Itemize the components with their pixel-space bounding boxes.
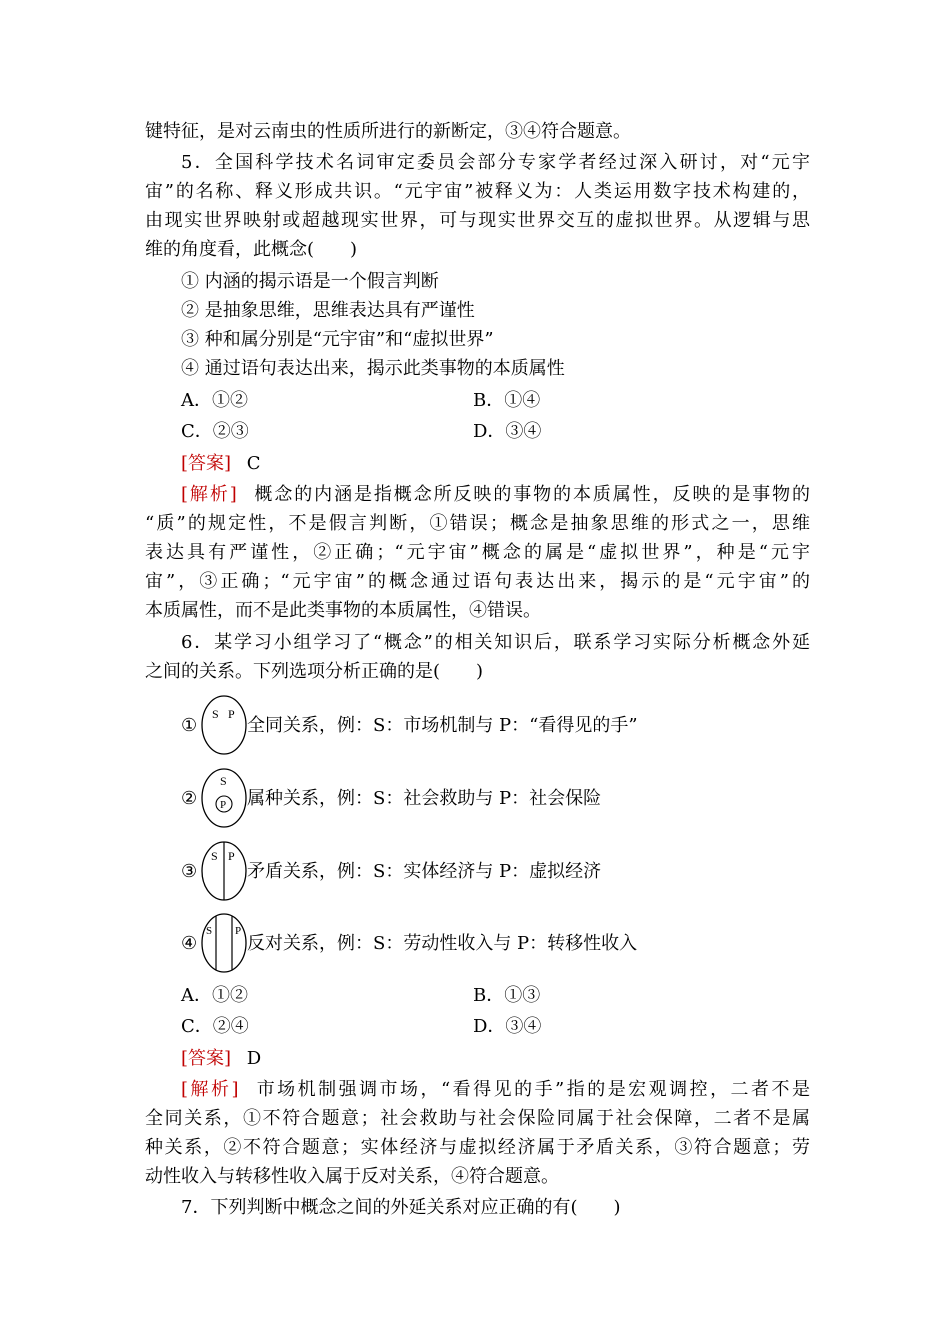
diagram-s-label: S <box>211 849 218 863</box>
q7-line-1: 7．下列判断中概念之间的外延关系对应正确的有( ) <box>181 1197 621 1218</box>
q5-analysis-line-4: 宙”，③正确；“元宇宙”的概念通过语句表达出来，揭示的是“元宇宙”的 <box>145 571 810 592</box>
contradiction-relation-diagram <box>199 840 249 902</box>
q5-line-1: 5．全国科学技术名词审定委员会部分专家学者经过深入研讨，对“元宇 <box>181 152 810 173</box>
q5-answer <box>181 449 846 478</box>
q5-line-3: 由现实世界映射或超越现实世界，可与现实世界交互的虚拟世界。从逻辑与思 <box>145 210 810 231</box>
analysis-text: 市场机制强调市场，“看得见的手”指的是宏观调控，二者不是 <box>256 1079 810 1100</box>
intro-line: 键特征，是对云南虫的性质所进行的新断定，③④符合题意。 <box>145 121 631 142</box>
answer-value: D <box>246 1048 262 1069</box>
q5-analysis-line-3: 表达具有严谨性，②正确；“元宇宙”概念的属是“虚拟世界”，种是“元宇 <box>145 542 810 563</box>
diagram-number: ③ <box>181 861 198 882</box>
contrary-relation-diagram <box>199 912 249 974</box>
q6-line-1: 6．某学习小组学习了“概念”的相关知识后，联系学习实际分析概念外延 <box>181 632 810 653</box>
genus-species-relation-diagram <box>199 767 249 829</box>
q6-analysis-line-4: 动性收入与转移性收入属于反对关系，④符合题意。 <box>145 1166 559 1187</box>
q5-statement-1: ① 内涵的揭示语是一个假言判断 <box>181 271 439 292</box>
diagram-caption: 全同关系，例：S：市场机制与 P：“看得见的手” <box>247 715 638 736</box>
diagram-caption: 矛盾关系，例：S：实体经济与 P：虚拟经济 <box>247 861 602 882</box>
q6-option-d: D．③④ <box>473 1016 542 1037</box>
analysis-tag: [解析] <box>181 484 237 505</box>
q6-option-c: C．②④ <box>181 1016 249 1037</box>
q5-option-a: A．①② <box>181 390 248 411</box>
q6-analysis-line-3: 种关系，②不符合题意；实体经济与虚拟经济属于矛盾关系，③符合题意；劳 <box>145 1137 810 1158</box>
q5-option-d: D．③④ <box>473 421 542 442</box>
q5-statement-2: ② 是抽象思维，思维表达具有严谨性 <box>181 300 475 321</box>
q5-line-4: 维的角度看，此概念( ) <box>145 239 358 260</box>
diagram-caption: 反对关系，例：S：劳动性收入与 P：转移性收入 <box>247 933 638 954</box>
q5-analysis-line-2: “质”的规定性，不是假言判断，①错误；概念是抽象思维的形式之一，思维 <box>145 513 810 534</box>
analysis-tag: [解析] <box>181 1079 239 1100</box>
diagram-p-label: P <box>235 925 242 937</box>
q6-option-b: B．①③ <box>473 985 541 1006</box>
diagram-p-label: P <box>228 707 235 721</box>
q6-diagram-row-4 <box>181 912 801 974</box>
diagram-number: ④ <box>181 933 198 954</box>
diagram-caption: 属种关系，例：S：社会救助与 P：社会保险 <box>247 788 602 809</box>
diagram-p-label: P <box>220 799 227 811</box>
q5-option-b: B．①④ <box>473 390 541 411</box>
q5-line-2: 宙”的名称、释义形成共识。“元宇宙”被释义为：人类运用数字技术构建的， <box>145 181 810 202</box>
q6-option-a: A．①② <box>181 985 248 1006</box>
diagram-number: ② <box>181 788 198 809</box>
q6-analysis-line-2: 全同关系，①不符合题意；社会救助与社会保险同属于社会保障，二者不是属 <box>145 1108 810 1129</box>
q6-diagram-row-3 <box>181 840 801 902</box>
q6-answer <box>181 1044 846 1073</box>
q6-diagram-row-1 <box>181 694 801 756</box>
q5-statement-4: ④ 通过语句表达出来，揭示此类事物的本质属性 <box>181 358 565 379</box>
diagram-s-label: S <box>220 774 227 788</box>
answer-value: C <box>246 453 261 474</box>
q6-diagram-row-2 <box>181 767 801 829</box>
answer-tag: [答案] <box>181 453 232 474</box>
q5-analysis-line-5: 本质属性，而不是此类事物的本质属性，④错误。 <box>145 600 541 621</box>
analysis-text: 概念的内涵是指概念所反映的事物的本质属性，反映的是事物的 <box>254 484 810 505</box>
identity-relation-diagram <box>199 694 249 756</box>
q5-statement-3: ③ 种和属分别是“元宇宙”和“虚拟世界” <box>181 329 494 350</box>
q6-line-2: 之间的关系。下列选项分析正确的是( ) <box>145 661 484 682</box>
q6-analysis-line-1 <box>181 1075 810 1104</box>
diagram-number: ① <box>181 715 198 736</box>
answer-tag: [答案] <box>181 1048 232 1069</box>
diagram-s-label: S <box>212 707 219 721</box>
q5-option-c: C．②③ <box>181 421 249 442</box>
diagram-s-label: S <box>206 925 213 937</box>
q5-analysis-line-1 <box>181 480 810 509</box>
diagram-p-label: P <box>228 849 235 863</box>
